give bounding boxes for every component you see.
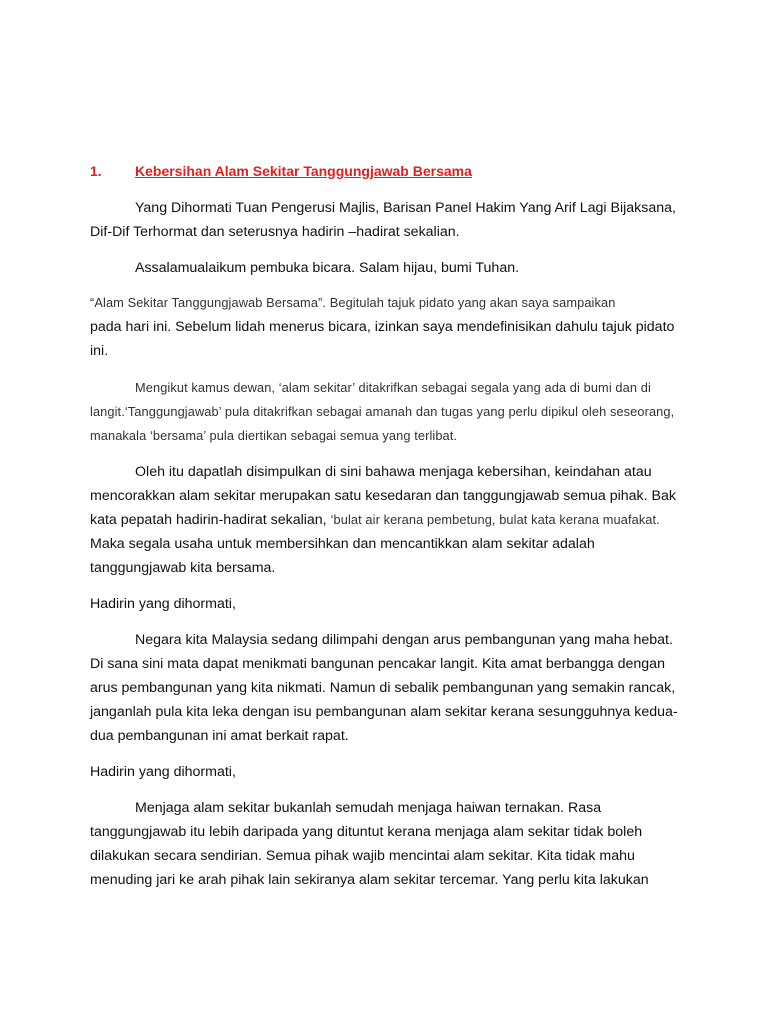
paragraph-salam	[90, 256, 690, 280]
document-page	[90, 0, 690, 1024]
paragraph-development-text: Negara kita Malaysia sedang dilimpahi dengan arus pembangunan yang maha hebat. Di sana sini mata dapat menikmati bangunan pencakar langit. Kita amat berbangga dengan arus pembangunan yang kita nikmati. Namun di sebalik pembangunan yang semakin rancak, janganlah pula kita leka dengan isu pembangunan alam sekitar kerana sesungguhnya kedua-dua pembangunan ini amat berkait rapat.	[90, 632, 678, 744]
section-title: Kebersihan Alam Sekitar Tanggungjawab Bersama	[135, 163, 472, 179]
paragraph-conclusion	[90, 460, 690, 580]
paragraph-greeting	[90, 196, 690, 244]
paragraph-address-1	[90, 592, 690, 616]
paragraph-development	[90, 628, 690, 748]
paragraph-address-2-text: Hadirin yang dihormati,	[90, 764, 236, 780]
paragraph-salam-text: Assalamualaikum pembuka bicara. Salam hijau, bumi Tuhan.	[135, 260, 520, 276]
paragraph-conclusion-proverb: ‘bulat air kerana pembetung, bulat kata kerana muafakat.	[330, 512, 660, 527]
paragraph-responsibility-text: Menjaga alam sekitar bukanlah semudah menjaga haiwan ternakan. Rasa tanggungjawab itu lebih daripada yang dituntut kerana menjaga alam sekitar tidak boleh dilakukan secara sendirian. Semua pihak wajib mencintai alam sekitar. Kita tidak mahu menuding jari ke arah pihak lain sekiranya alam sekitar tercemar. Yang perlu kita lakukan	[90, 800, 649, 888]
section-number: 1.	[90, 163, 102, 179]
paragraph-conclusion-text-a: Oleh itu dapatlah disimpulkan di sini bahawa menjaga kebersihan, keindahan atau mencorakkan alam sekitar merupakan satu kesedaran dan tanggungjawab semua pihak. Bak kata pepatah hadirin-hadirat sekalian,	[90, 464, 676, 528]
paragraph-definition-text: Mengikut kamus dewan, ‘alam sekitar’ ditakrifkan sebagai segala yang ada di bumi dan di langit.‘Tanggungjawab’ pula ditakrifkan sebagai amanah dan tugas yang perlu dipikul oleh seseorang, manakala ‘bersama’ pula diertikan sebagai semua yang terlibat.	[90, 380, 675, 443]
paragraph-topic-text: pada hari ini. Sebelum lidah menerus bicara, izinkan saya mendefinisikan dahulu tajuk pidato ini.	[90, 319, 675, 359]
section-heading	[90, 163, 472, 179]
paragraph-address-1-text: Hadirin yang dihormati,	[90, 596, 236, 612]
paragraph-topic	[90, 291, 690, 363]
paragraph-greeting-text: Yang Dihormati Tuan Pengerusi Majlis, Barisan Panel Hakim Yang Arif Lagi Bijaksana, Dif-Dif Terhormat dan seterusnya hadirin –hadirat sekalian.	[90, 200, 676, 240]
paragraph-responsibility	[90, 796, 690, 892]
paragraph-address-2	[90, 760, 690, 784]
paragraph-topic-quote: “Alam Sekitar Tanggungjawab Bersama”. Begitulah tajuk pidato yang akan saya sampaikan	[90, 295, 616, 310]
paragraph-conclusion-text-b: Maka segala usaha untuk membersihkan dan mencantikkan alam sekitar adalah tanggungjawab kita bersama.	[90, 536, 595, 576]
paragraph-definition	[90, 376, 690, 448]
